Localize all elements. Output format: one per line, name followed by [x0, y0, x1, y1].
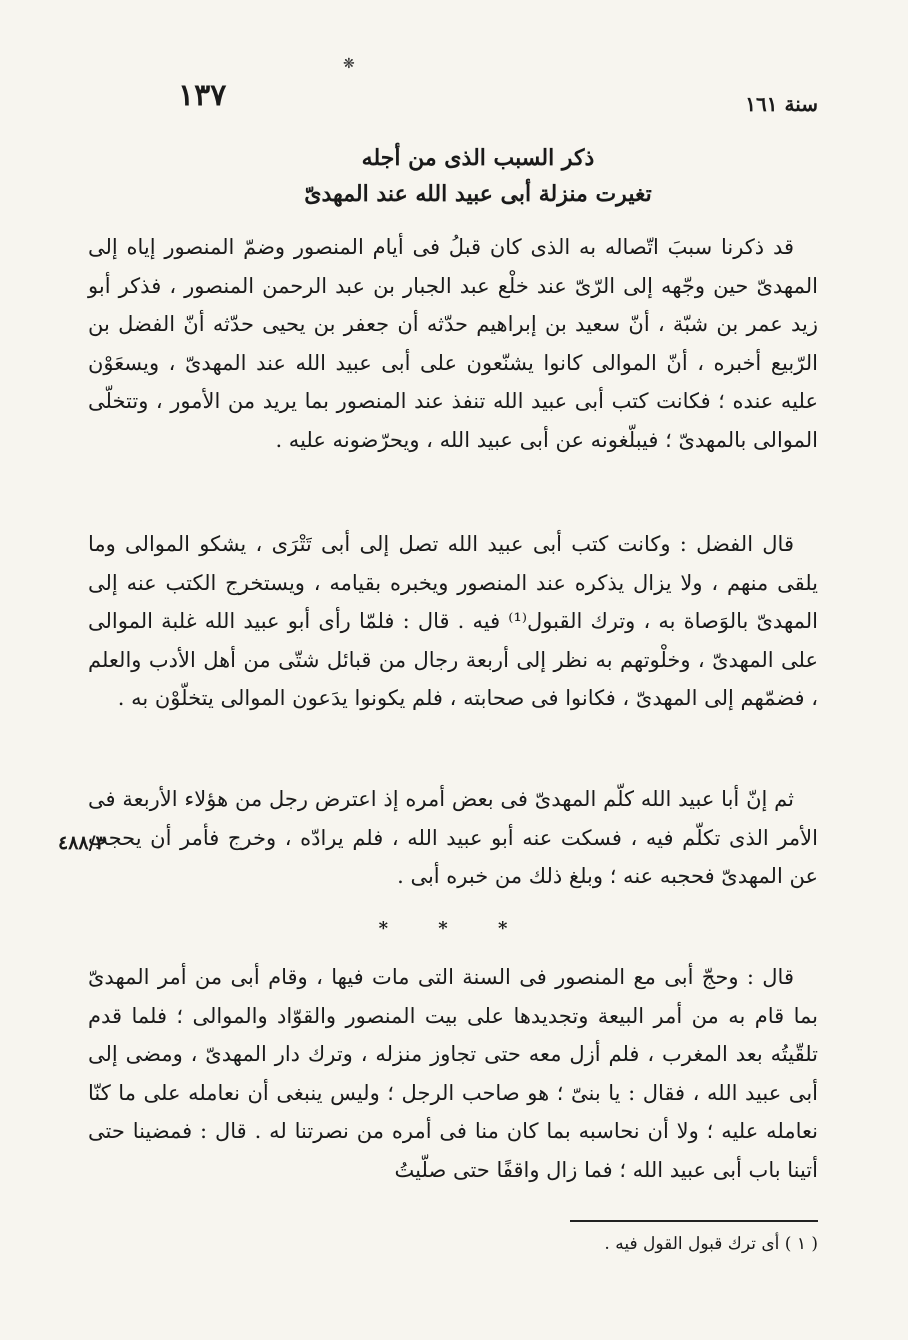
section-title-line-1: ذكر السبب الذى من أجله — [361, 145, 595, 171]
paragraph-text: قال : وحجّ أبى مع المنصور فى السنة التى مات فيها ، وقام أبى من أمر المهدىّ بما قام به من أمر البيعة وتجديدها على بيت المنصور والقوّاد والموالى ؛ فلما قدم تلقّيتُه بعد المغرب ، فلم أزل معه حتى تجاوز منزله ، وترك دار المهدىّ ، ومضى إلى أبى عبيد الله ، فقال : يا بنىّ ؛ هو صاحب الرجل ؛ وليس ينبغى أن نعامله على ما كنّا نعامله عليه ؛ ولا أن نحاسبه بما كان منا فى أمره من نصرتنا له . قال : فمضينا حتى أتينا باب أبى عبيد الله ؛ فما زال واقفًا حتى صلّيتُ — [88, 965, 818, 1182]
paragraph-text: قال الفضل : وكانت كتب أبى عبيد الله تصل إلى أبى تَتْرَى ، يشكو الموالى وما يلقى منهم ، ولا يزال يذكره عند المنصور ويخبره بقيامه ، ويستخرج الكتب عنه إلى المهدىّ بالوَصاة به ، وترك القبول⁽¹⁾ فيه . قال : فلمّا رأى أبو عبيد الله غلبة الموالى على المهدىّ ، وخلْوتهم به نظر إلى أربعة رجال من قبائل شتّى من أهل الأدب والعلم ، فضمّهم إلى المهدىّ ، فكانوا فى صحابته ، فلم يكونوا يدَعون الموالى يتخلّوْن به . — [88, 532, 818, 710]
section-title — [178, 140, 778, 212]
footnote: ( ١ ) أى ترك قبول القول فيه . — [604, 1234, 818, 1254]
paragraph-text: ثم إنّ أبا عبيد الله كلّم المهدىّ فى بعض أمره إذ اعترض رجل من هؤلاء الأربعة فى الأمر الذى تكلّم فيه ، فسكت عنه أبو عبيد الله ، فلم يرادّه ، وخرج فأمر أن يحجب عن المهدىّ فحجبه عنه ؛ وبلغ ذلك من خبره أبى . — [88, 787, 818, 888]
paragraph-text: قد ذكرنا سببَ اتّصاله به الذى كان قبلُ فى أيام المنصور وضمّ المنصور إياه إلى المهدىّ حين وجّهه إلى الرّىّ عند خلْع عبد الجبار بن عبد الرحمن المنصور ، فذكر أبو زيد عمر بن شبّة ، أنّ سعيد بن إبراهيم حدّثه أن جعفر بن يحيى حدّثه أنّ الفضل بن الرّبيع أخبره ، أنّ الموالى كانوا يشنّعون على أبى عبيد الله عند المهدىّ ، ويسعَوْن عليه عنده ؛ فكانت كتب أبى عبيد الله تنفذ عند المنصور بما يريد من الأمور ، وتتخلّى الموالى بالمهدىّ ؛ فيبلّغونه عن أبى عبيد الله ، ويحرّضونه عليه . — [88, 235, 818, 452]
footnote-divider — [570, 1220, 818, 1222]
paragraph-2 — [88, 525, 818, 718]
margin-reference: ٤٨٨/٣ — [58, 832, 106, 854]
section-title-line-2: تغيرت منزلة أبى عبيد الله عند المهدىّ — [304, 181, 652, 207]
paragraph-1 — [88, 228, 818, 459]
section-separator: * * * — [378, 918, 530, 939]
paragraph-3 — [88, 780, 818, 896]
paragraph-4 — [88, 958, 818, 1189]
page-number: ١٣٧ — [178, 78, 227, 113]
ornament-icon: ❋ — [343, 56, 355, 72]
running-header-year: سنة ١٦١ — [745, 92, 818, 116]
